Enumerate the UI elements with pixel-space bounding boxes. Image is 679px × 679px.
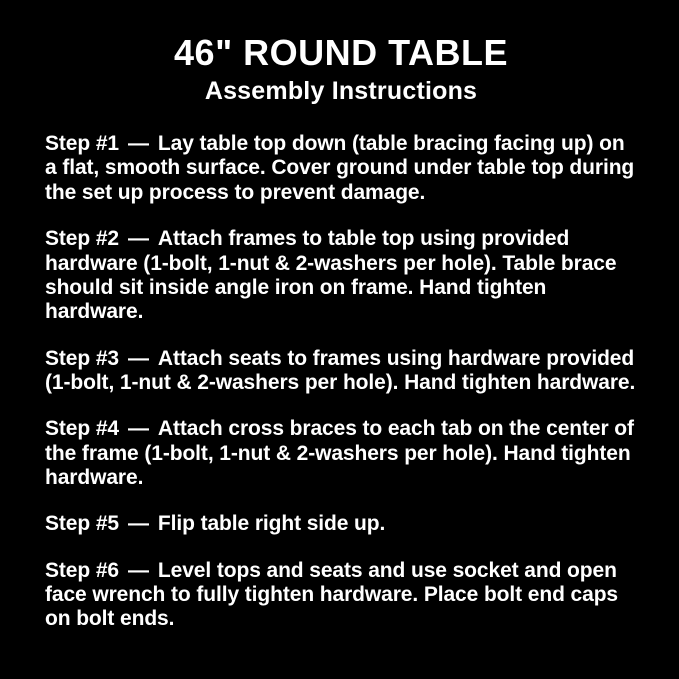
step-item-5 <box>45 512 637 536</box>
step-label: Step #6 <box>45 558 119 582</box>
page-title: 46" ROUND TABLE <box>174 32 508 73</box>
step-label: Step #5 <box>45 512 119 536</box>
step-dash: — <box>128 558 149 582</box>
step-label: Step #2 <box>45 227 119 251</box>
step-label: Step #4 <box>45 417 119 441</box>
step-text: Flip table right side up. <box>157 512 386 536</box>
step-label: Step #1 <box>45 132 119 156</box>
step-dash: — <box>128 512 149 536</box>
step-text: Attach cross braces to each tab on the center of the frame (1-bolt, 1-nut & 2-washers per hole). Hand tighten hardware. <box>45 417 634 490</box>
step-dash: — <box>128 132 149 156</box>
step-item-1 <box>45 132 637 205</box>
step-dash: — <box>128 227 149 251</box>
step-dash: — <box>128 346 149 370</box>
step-text: Level tops and seats and use socket and open face wrench to fully tighten hardware. Place bolt end caps on bolt ends. <box>45 558 619 631</box>
step-text: Attach seats to frames using hardware provided (1-bolt, 1-nut & 2-washers per hole). Hand tighten hardware. <box>45 346 636 394</box>
step-item-3 <box>45 347 637 396</box>
page-subtitle: Assembly Instructions <box>204 76 478 105</box>
step-label: Step #3 <box>45 346 119 370</box>
step-dash: — <box>128 417 149 441</box>
step-text: Lay table top down (table bracing facing up) on a flat, smooth surface. Cover ground under table top during the set up process to prevent damage. <box>45 132 635 204</box>
step-item-2 <box>45 227 637 324</box>
step-item-4 <box>45 417 637 490</box>
step-text: Attach frames to table top using provided hardware (1-bolt, 1-nut & 2-washers per hole). Table brace should sit inside angle iron on frame. Hand tighten hardware. <box>45 227 617 324</box>
steps-list <box>45 132 637 632</box>
header <box>45 33 637 105</box>
step-item-6 <box>45 559 637 632</box>
